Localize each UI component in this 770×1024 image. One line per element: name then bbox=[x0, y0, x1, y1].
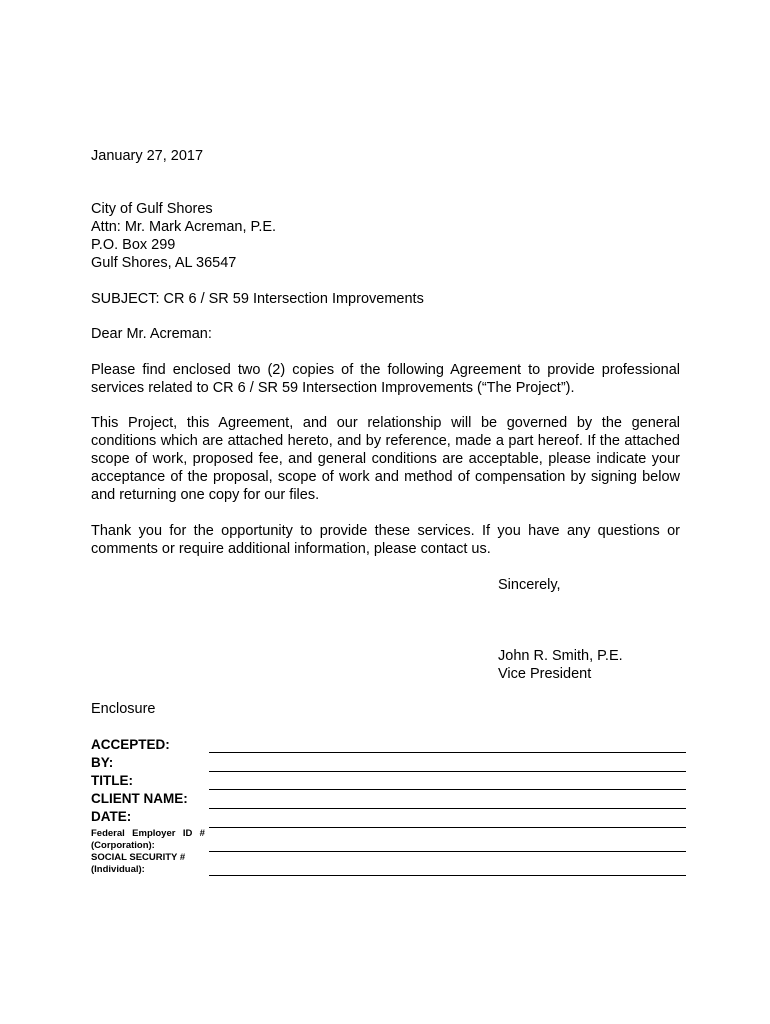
body-paragraph-3: Thank you for the opportunity to provide these services. If you have any questions or comments or require additional information, please contact us. bbox=[91, 523, 680, 557]
fein-label bbox=[91, 828, 205, 876]
signer-title: Vice President bbox=[498, 666, 592, 682]
recipient-attn: Attn: Mr. Mark Acreman, P.E. bbox=[91, 219, 277, 235]
recipient-city-state-zip: Gulf Shores, AL 36547 bbox=[91, 255, 237, 271]
accepted-label: ACCEPTED: bbox=[91, 737, 170, 752]
signer-name: John R. Smith, P.E. bbox=[498, 648, 623, 664]
fein-sub-label: (Corporation): bbox=[91, 840, 155, 851]
recipient-name: City of Gulf Shores bbox=[91, 201, 213, 217]
accepted-signature-line[interactable] bbox=[209, 752, 686, 753]
letter-date: January 27, 2017 bbox=[91, 148, 204, 164]
title-label: TITLE: bbox=[91, 773, 133, 788]
title-signature-line[interactable] bbox=[209, 789, 686, 790]
ssn-label: SOCIAL SECURITY # bbox=[91, 852, 186, 863]
ssn-sub-label: (Individual): bbox=[91, 864, 145, 875]
letter-subject: SUBJECT: CR 6 / SR 59 Intersection Improvements bbox=[91, 291, 424, 307]
letter-closing: Sincerely, bbox=[498, 577, 561, 593]
by-signature-line[interactable] bbox=[209, 771, 686, 772]
date-label: DATE: bbox=[91, 809, 132, 824]
enclosure-note: Enclosure bbox=[91, 701, 156, 717]
fein-signature-line[interactable] bbox=[209, 851, 686, 852]
by-label: BY: bbox=[91, 755, 114, 770]
recipient-po-box: P.O. Box 299 bbox=[91, 237, 176, 253]
fein-word-3: ID bbox=[182, 828, 193, 839]
fein-word-1: Federal bbox=[91, 828, 125, 839]
date-signature-line[interactable] bbox=[209, 827, 686, 828]
fein-word-2: Employer bbox=[132, 828, 176, 839]
body-paragraph-2: This Project, this Agreement, and our relationship will be governed by the general conditions which are attached hereto, and by reference, made a part hereof. If the attached scope of work, proposed fee, and general conditions are acceptable, please indicate your acceptance of the proposal, scope of work and method of compensation by signing below and returning one copy for our files. bbox=[91, 415, 680, 503]
client-name-label: CLIENT NAME: bbox=[91, 791, 188, 806]
client-name-signature-line[interactable] bbox=[209, 808, 686, 809]
body-paragraph-1: Please find enclosed two (2) copies of the following Agreement to provide professional services related to CR 6 / SR 59 Intersection Improvements (“The Project”). bbox=[91, 362, 680, 396]
ssn-signature-line[interactable] bbox=[209, 875, 686, 876]
fein-word-4: # bbox=[199, 828, 205, 839]
letter-salutation: Dear Mr. Acreman: bbox=[91, 326, 212, 342]
